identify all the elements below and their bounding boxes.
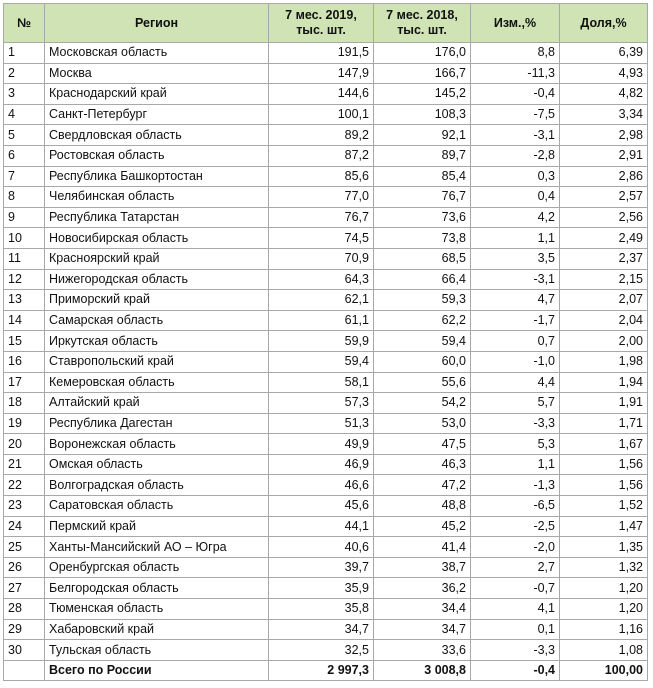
- row-value-2018: 36,2: [374, 578, 471, 599]
- row-region: Москва: [45, 63, 269, 84]
- table-row: [4, 248, 648, 269]
- row-share: 2,98: [560, 125, 648, 146]
- row-value-2018: 46,3: [374, 454, 471, 475]
- regions-table: [3, 3, 648, 681]
- row-value-2019: 40,6: [269, 537, 374, 558]
- row-number: 14: [4, 310, 45, 331]
- table-row: [4, 413, 648, 434]
- table-row: [4, 104, 648, 125]
- row-region: Иркутская область: [45, 331, 269, 352]
- row-region: Алтайский край: [45, 393, 269, 414]
- table-row: [4, 63, 648, 84]
- header-row: [4, 4, 648, 43]
- header-2019: [269, 4, 374, 43]
- row-value-2019: 144,6: [269, 84, 374, 105]
- row-share: 2,37: [560, 248, 648, 269]
- row-share: 1,67: [560, 434, 648, 455]
- row-share: 1,91: [560, 393, 648, 414]
- row-value-2019: 34,7: [269, 619, 374, 640]
- row-share: 1,56: [560, 475, 648, 496]
- row-value-2019: 70,9: [269, 248, 374, 269]
- table-row: [4, 331, 648, 352]
- row-number: 3: [4, 84, 45, 105]
- row-share: 2,07: [560, 290, 648, 311]
- row-change: -11,3: [471, 63, 560, 84]
- row-value-2019: 46,9: [269, 454, 374, 475]
- row-region: Белгородская область: [45, 578, 269, 599]
- row-number: 5: [4, 125, 45, 146]
- row-number: 30: [4, 640, 45, 661]
- table-body: [4, 43, 648, 681]
- row-share: 1,98: [560, 351, 648, 372]
- row-region: Самарская область: [45, 310, 269, 331]
- row-value-2018: 145,2: [374, 84, 471, 105]
- total-share: 100,00: [560, 660, 648, 681]
- row-number: 26: [4, 557, 45, 578]
- row-value-2018: 45,2: [374, 516, 471, 537]
- header-2019-line1: 7 мес. 2019,: [285, 8, 357, 22]
- header-2019-line2: тыс. шт.: [296, 23, 346, 37]
- row-region: Ставропольский край: [45, 351, 269, 372]
- row-value-2018: 47,5: [374, 434, 471, 455]
- row-value-2019: 64,3: [269, 269, 374, 290]
- row-value-2019: 77,0: [269, 187, 374, 208]
- total-change: -0,4: [471, 660, 560, 681]
- table-row: [4, 84, 648, 105]
- row-number: 19: [4, 413, 45, 434]
- header-2018-line1: 7 мес. 2018,: [386, 8, 458, 22]
- table-row: [4, 599, 648, 620]
- row-share: 1,08: [560, 640, 648, 661]
- row-region: Волгоградская область: [45, 475, 269, 496]
- row-change: -3,1: [471, 269, 560, 290]
- row-number: 28: [4, 599, 45, 620]
- row-number: 7: [4, 166, 45, 187]
- row-number: 2: [4, 63, 45, 84]
- row-share: 2,15: [560, 269, 648, 290]
- header-region: Регион: [45, 4, 269, 43]
- row-value-2018: 108,3: [374, 104, 471, 125]
- row-share: 1,35: [560, 537, 648, 558]
- row-value-2019: 39,7: [269, 557, 374, 578]
- row-region: Ханты-Мансийский АО – Югра: [45, 537, 269, 558]
- row-value-2018: 55,6: [374, 372, 471, 393]
- row-change: -1,7: [471, 310, 560, 331]
- row-change: -0,7: [471, 578, 560, 599]
- row-value-2018: 89,7: [374, 145, 471, 166]
- row-number: 20: [4, 434, 45, 455]
- row-value-2018: 73,6: [374, 207, 471, 228]
- row-value-2018: 48,8: [374, 496, 471, 517]
- row-value-2019: 85,6: [269, 166, 374, 187]
- row-number: 13: [4, 290, 45, 311]
- row-change: 1,1: [471, 228, 560, 249]
- row-region: Краснодарский край: [45, 84, 269, 105]
- row-share: 2,57: [560, 187, 648, 208]
- row-number: 17: [4, 372, 45, 393]
- row-value-2018: 73,8: [374, 228, 471, 249]
- row-change: 4,7: [471, 290, 560, 311]
- row-value-2019: 35,8: [269, 599, 374, 620]
- row-number: 15: [4, 331, 45, 352]
- row-value-2019: 35,9: [269, 578, 374, 599]
- row-number: 23: [4, 496, 45, 517]
- row-share: 1,16: [560, 619, 648, 640]
- table-row: [4, 207, 648, 228]
- table-row: [4, 640, 648, 661]
- row-region: Республика Дагестан: [45, 413, 269, 434]
- row-value-2018: 47,2: [374, 475, 471, 496]
- row-value-2018: 33,6: [374, 640, 471, 661]
- total-label: Всего по России: [45, 660, 269, 681]
- table-row: [4, 434, 648, 455]
- row-value-2019: 191,5: [269, 43, 374, 64]
- row-region: Саратовская область: [45, 496, 269, 517]
- row-change: -2,8: [471, 145, 560, 166]
- row-change: 3,5: [471, 248, 560, 269]
- row-value-2018: 59,3: [374, 290, 471, 311]
- row-value-2018: 166,7: [374, 63, 471, 84]
- row-number: 10: [4, 228, 45, 249]
- table-row: [4, 496, 648, 517]
- row-value-2019: 76,7: [269, 207, 374, 228]
- row-change: 2,7: [471, 557, 560, 578]
- row-number: 8: [4, 187, 45, 208]
- row-share: 1,47: [560, 516, 648, 537]
- row-change: 0,3: [471, 166, 560, 187]
- row-change: -3,3: [471, 413, 560, 434]
- row-share: 4,93: [560, 63, 648, 84]
- row-region: Республика Татарстан: [45, 207, 269, 228]
- row-change: 4,4: [471, 372, 560, 393]
- row-region: Пермский край: [45, 516, 269, 537]
- table-row: [4, 187, 648, 208]
- row-change: 5,3: [471, 434, 560, 455]
- row-share: 1,32: [560, 557, 648, 578]
- table-row: [4, 537, 648, 558]
- row-number: 25: [4, 537, 45, 558]
- header-num: №: [4, 4, 45, 43]
- row-value-2019: 46,6: [269, 475, 374, 496]
- total-row: [4, 660, 648, 681]
- row-value-2019: 89,2: [269, 125, 374, 146]
- row-value-2018: 92,1: [374, 125, 471, 146]
- row-share: 2,56: [560, 207, 648, 228]
- row-region: Оренбургская область: [45, 557, 269, 578]
- row-region: Воронежская область: [45, 434, 269, 455]
- row-value-2019: 45,6: [269, 496, 374, 517]
- row-change: -3,1: [471, 125, 560, 146]
- row-share: 1,20: [560, 599, 648, 620]
- header-2018: [374, 4, 471, 43]
- row-number: 4: [4, 104, 45, 125]
- row-value-2019: 62,1: [269, 290, 374, 311]
- row-share: 2,49: [560, 228, 648, 249]
- row-number: 22: [4, 475, 45, 496]
- total-value-2019: 2 997,3: [269, 660, 374, 681]
- row-value-2019: 59,9: [269, 331, 374, 352]
- row-number: 24: [4, 516, 45, 537]
- table-row: [4, 310, 648, 331]
- row-number: 21: [4, 454, 45, 475]
- row-region: Санкт-Петербург: [45, 104, 269, 125]
- row-change: 0,4: [471, 187, 560, 208]
- row-number: 16: [4, 351, 45, 372]
- row-region: Тюменская область: [45, 599, 269, 620]
- row-share: 1,52: [560, 496, 648, 517]
- row-value-2019: 32,5: [269, 640, 374, 661]
- row-region: Ростовская область: [45, 145, 269, 166]
- table-row: [4, 372, 648, 393]
- table-row: [4, 557, 648, 578]
- row-value-2019: 59,4: [269, 351, 374, 372]
- total-row-number: [4, 660, 45, 681]
- row-number: 12: [4, 269, 45, 290]
- row-change: 1,1: [471, 454, 560, 475]
- row-share: 2,04: [560, 310, 648, 331]
- row-value-2018: 76,7: [374, 187, 471, 208]
- row-share: 4,82: [560, 84, 648, 105]
- table-row: [4, 578, 648, 599]
- row-value-2018: 59,4: [374, 331, 471, 352]
- row-region: Приморский край: [45, 290, 269, 311]
- row-region: Красноярский край: [45, 248, 269, 269]
- table-row: [4, 619, 648, 640]
- table-row: [4, 228, 648, 249]
- row-value-2019: 74,5: [269, 228, 374, 249]
- row-share: 3,34: [560, 104, 648, 125]
- table-row: [4, 43, 648, 64]
- row-change: -2,0: [471, 537, 560, 558]
- table-row: [4, 290, 648, 311]
- row-value-2018: 41,4: [374, 537, 471, 558]
- row-value-2018: 85,4: [374, 166, 471, 187]
- row-change: -6,5: [471, 496, 560, 517]
- row-value-2018: 68,5: [374, 248, 471, 269]
- row-change: 4,1: [471, 599, 560, 620]
- row-change: -2,5: [471, 516, 560, 537]
- row-number: 11: [4, 248, 45, 269]
- row-number: 29: [4, 619, 45, 640]
- row-region: Тульская область: [45, 640, 269, 661]
- row-value-2018: 62,2: [374, 310, 471, 331]
- row-share: 2,86: [560, 166, 648, 187]
- row-value-2019: 57,3: [269, 393, 374, 414]
- header-2018-line2: тыс. шт.: [397, 23, 447, 37]
- row-change: 0,1: [471, 619, 560, 640]
- row-value-2019: 51,3: [269, 413, 374, 434]
- row-share: 1,94: [560, 372, 648, 393]
- row-number: 27: [4, 578, 45, 599]
- row-value-2018: 176,0: [374, 43, 471, 64]
- row-change: 5,7: [471, 393, 560, 414]
- row-value-2018: 34,4: [374, 599, 471, 620]
- row-share: 1,56: [560, 454, 648, 475]
- row-region: Республика Башкортостан: [45, 166, 269, 187]
- row-region: Хабаровский край: [45, 619, 269, 640]
- row-change: 0,7: [471, 331, 560, 352]
- row-number: 1: [4, 43, 45, 64]
- row-number: 9: [4, 207, 45, 228]
- row-value-2018: 66,4: [374, 269, 471, 290]
- table-row: [4, 516, 648, 537]
- table-row: [4, 475, 648, 496]
- row-share: 1,20: [560, 578, 648, 599]
- row-value-2018: 53,0: [374, 413, 471, 434]
- total-value-2018: 3 008,8: [374, 660, 471, 681]
- row-region: Свердловская область: [45, 125, 269, 146]
- row-value-2019: 58,1: [269, 372, 374, 393]
- header-change: Изм.,%: [471, 4, 560, 43]
- row-change: -1,3: [471, 475, 560, 496]
- row-value-2019: 147,9: [269, 63, 374, 84]
- table-row: [4, 125, 648, 146]
- row-value-2019: 61,1: [269, 310, 374, 331]
- row-value-2019: 49,9: [269, 434, 374, 455]
- row-change: -0,4: [471, 84, 560, 105]
- header-share: Доля,%: [560, 4, 648, 43]
- row-value-2019: 87,2: [269, 145, 374, 166]
- table-row: [4, 145, 648, 166]
- row-region: Челябинская область: [45, 187, 269, 208]
- row-change: 4,2: [471, 207, 560, 228]
- row-change: -3,3: [471, 640, 560, 661]
- row-region: Московская область: [45, 43, 269, 64]
- table-row: [4, 166, 648, 187]
- table-row: [4, 351, 648, 372]
- row-region: Новосибирская область: [45, 228, 269, 249]
- row-change: -1,0: [471, 351, 560, 372]
- row-value-2018: 54,2: [374, 393, 471, 414]
- table-row: [4, 269, 648, 290]
- row-share: 6,39: [560, 43, 648, 64]
- row-region: Омская область: [45, 454, 269, 475]
- row-value-2019: 44,1: [269, 516, 374, 537]
- row-change: 8,8: [471, 43, 560, 64]
- row-share: 2,00: [560, 331, 648, 352]
- table-row: [4, 393, 648, 414]
- row-value-2018: 38,7: [374, 557, 471, 578]
- row-value-2019: 100,1: [269, 104, 374, 125]
- row-change: -7,5: [471, 104, 560, 125]
- row-number: 18: [4, 393, 45, 414]
- row-number: 6: [4, 145, 45, 166]
- row-share: 1,71: [560, 413, 648, 434]
- row-region: Кемеровская область: [45, 372, 269, 393]
- table-row: [4, 454, 648, 475]
- row-value-2018: 34,7: [374, 619, 471, 640]
- row-value-2018: 60,0: [374, 351, 471, 372]
- row-region: Нижегородская область: [45, 269, 269, 290]
- row-share: 2,91: [560, 145, 648, 166]
